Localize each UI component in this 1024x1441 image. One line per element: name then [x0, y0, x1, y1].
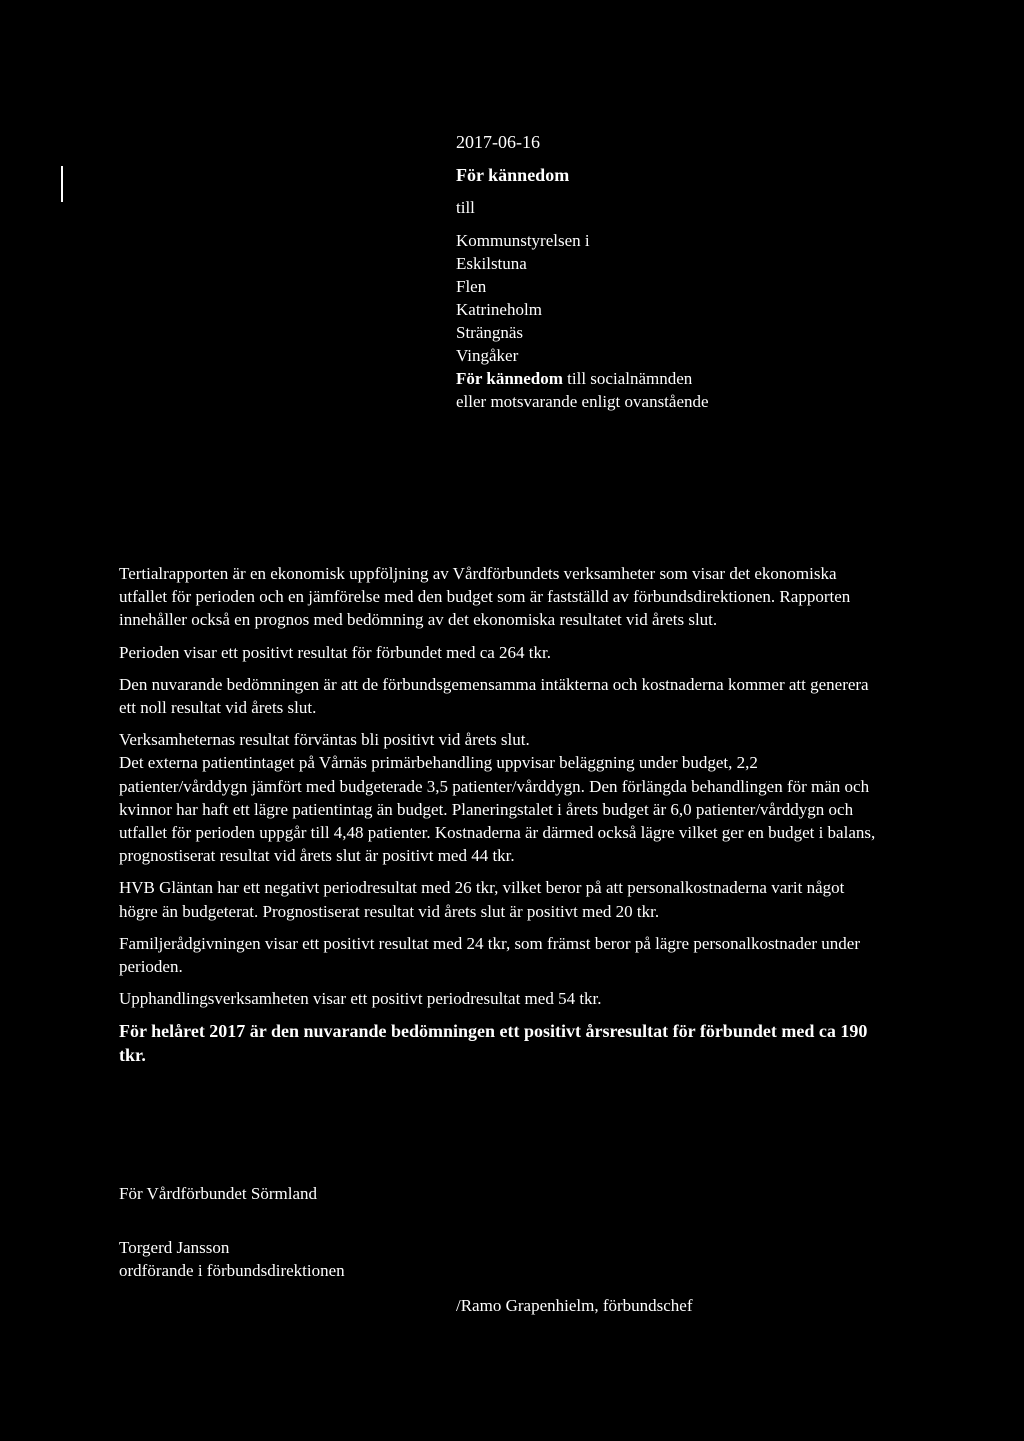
paragraph-period-result: Perioden visar ett positivt resultat för förbundet med ca 264 tkr.: [119, 642, 551, 662]
paragraph-upphandling: Upphandlingsverksamheten visar ett positivt periodresultat med 54 tkr.: [119, 989, 602, 1009]
cc-rest: till socialnämnden: [562, 369, 693, 388]
chief-signature: /Ramo Grapenhielm, förbundschef: [456, 1296, 693, 1315]
cc-line: [456, 367, 976, 390]
paragraph-operations: Verksamheternas resultat förväntas bli positivt vid årets slut.: [119, 730, 530, 750]
paragraph-common: Den nuvarande bedömningen är att de förbundsgemensamma intäkterna och kostnaderna kommer att generera ett noll resultat vid årets slut.: [119, 674, 869, 718]
paragraph-hvb: HVB Gläntan har ett negativt periodresultat med 26 tkr, vilket beror på att personalkostnaderna varit något högre än budgeterat. Prognostiserat resultat vid årets slut är positivt med 20 tkr.: [119, 878, 845, 921]
signature-block: [119, 1182, 819, 1282]
paragraph-varnas: Det externa patientintaget på Vårnäs primärbehandling uppvisar beläggning under budget, 2,2 patienter/vårddygn jämfört med budgeterade 3,5 patienter/vårddygn. Den förlängda behandlingen för män och kvinnor har haft ett lägre patientintag än budget. Planeringstalet i årets budget är 6,0 patienter/vårddygn och utfallet för perioden uppgår till 4,48 patienter. Kostnaderna är därmed också lägre vilket ger en budget i balans, prognostiserat resultat vid årets slut är positivt med 44 tkr.: [119, 753, 876, 866]
cc-bold: För kännedom: [456, 369, 563, 388]
signature-name: Torgerd Jansson: [119, 1238, 230, 1257]
letter-header: [456, 131, 976, 413]
recipient-line: Katrineholm: [456, 300, 542, 319]
recipient-line: Eskilstuna: [456, 254, 527, 273]
paragraph-summary: För helåret 2017 är den nuvarande bedömningen ett positivt årsresultat för förbundet med ca 190 tkr.: [119, 1021, 868, 1066]
cc-line-2: eller motsvarande enligt ovanstående: [456, 392, 709, 411]
signature-org: För Vårdförbundet Sörmland: [119, 1184, 317, 1203]
for-kannedom-heading: För kännedom: [456, 165, 570, 185]
margin-mark: [61, 166, 63, 202]
recipient-line: Flen: [456, 277, 487, 296]
till-label: till: [456, 198, 475, 217]
letter-date: 2017-06-16: [456, 132, 540, 152]
recipient-line: Strängnäs: [456, 323, 524, 342]
recipient-line: Kommunstyrelsen i: [456, 231, 590, 250]
recipient-line: Vingåker: [456, 346, 519, 365]
paragraph-familjeradgivning: Familjerådgivningen visar ett positivt resultat med 24 tkr, som främst beror på lägre personalkostnader under perioden.: [119, 933, 860, 977]
signature-role: ordförande i förbundsdirektionen: [119, 1261, 345, 1280]
paragraph-intro: Tertialrapporten är en ekonomisk uppföljning av Vårdförbundets verksamheter som visar det ekonomiska utfallet för perioden och en jämförelse med den budget som är fastställd av förbundsdirektionen. Rapporten innehåller också en prognos med bedömning av det ekonomiska resultatet vid årets slut.: [119, 564, 851, 630]
letter-body: [119, 562, 879, 1076]
